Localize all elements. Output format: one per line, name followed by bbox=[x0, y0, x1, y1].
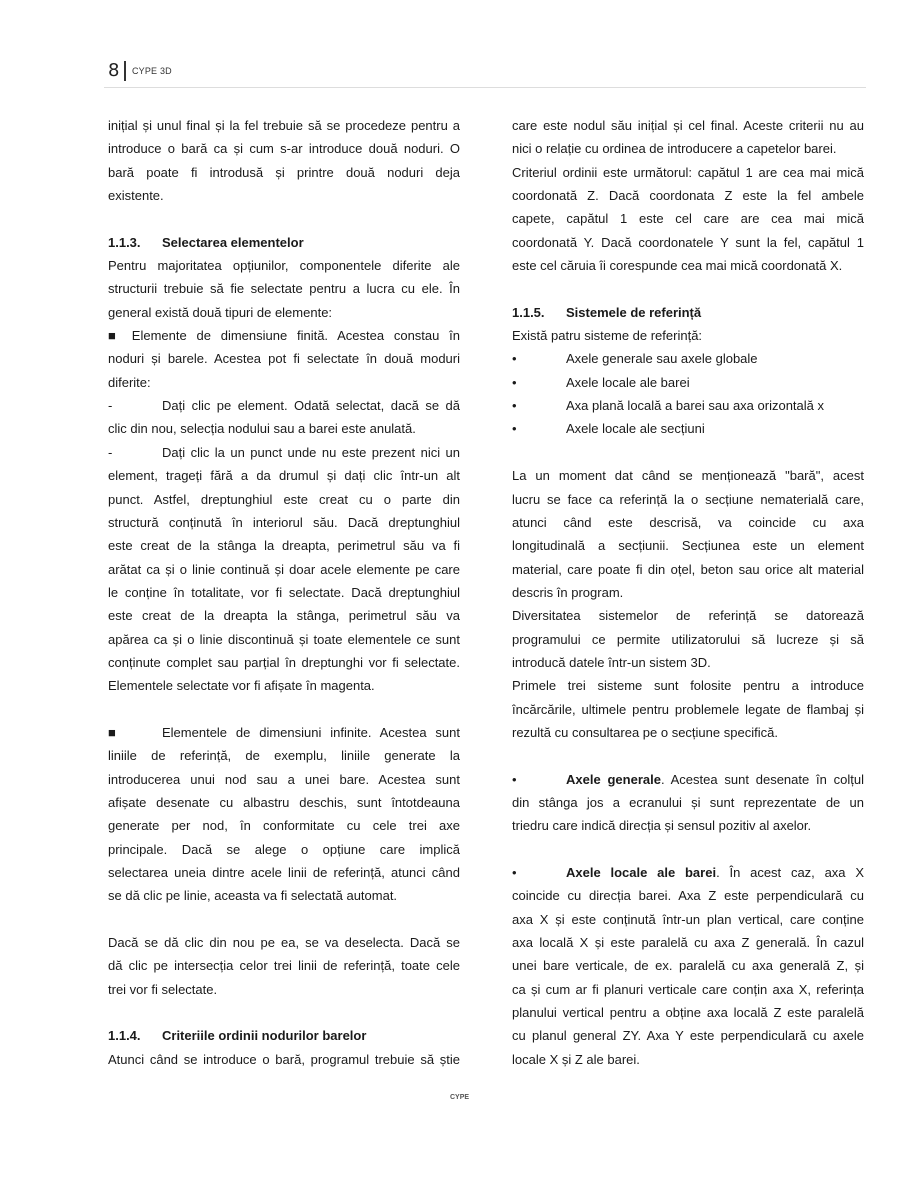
text-line: din stânga jos a ecranului și sunt reprezentate de un bbox=[512, 794, 864, 810]
text-line: locale X și Z ale barei. bbox=[512, 1051, 640, 1067]
list-item-rest: . În acest caz, axa X bbox=[716, 865, 864, 880]
dash-marker: - bbox=[108, 444, 113, 460]
text-line: programului ce permite utilizatorului să lucreze și să bbox=[512, 631, 864, 647]
text-line: Diversitatea sistemelor de referință se datorează bbox=[512, 608, 864, 624]
text-line: introducerea unui nod sau a unei bare. Acestea sunt bbox=[108, 771, 460, 787]
list-item-text: Axa plană locală a barei sau axa orizontală x bbox=[566, 398, 824, 414]
list-item-bold-lead: Axele locale ale barei bbox=[566, 865, 717, 880]
blank-line bbox=[512, 441, 864, 464]
text-line: axa locală X și este paralelă cu axa Z generală. În cazul bbox=[512, 935, 864, 951]
text-line: este creat de la stânga la dreapta, perimetrul său va fi bbox=[108, 538, 460, 554]
text-line: punct. Astfel, dreptunghiul este creat cu o parte din bbox=[108, 491, 460, 507]
list-item-rest: . Acestea sunt desenate în colțul bbox=[660, 771, 864, 787]
text-line: dă clic pe intersecția celor trei linii de referință, toate cele bbox=[108, 958, 460, 974]
text-line: structură conținută în interiorul său. Dacă dreptunghiul bbox=[108, 514, 460, 530]
section-title: Sistemele de referință bbox=[566, 304, 702, 320]
list-item-text: Axele locale ale barei bbox=[566, 374, 690, 390]
document-title: CYPE 3D bbox=[131, 65, 172, 76]
text-line: ■ Elemente de dimensiune finită. Acestea constau în bbox=[108, 328, 460, 344]
text-line: introducă datele într-un sistem 3D. bbox=[512, 654, 711, 670]
page-number: 8 bbox=[108, 60, 120, 81]
blank-line bbox=[108, 908, 460, 931]
blank-line bbox=[512, 277, 864, 300]
text-line: coordonată Y. Dacă coordonatele Y sunt la fel, capătul 1 bbox=[512, 234, 864, 250]
bullet-icon: • bbox=[512, 398, 517, 414]
text-line: nici o relație cu ordinea de introducere a capetelor barei. bbox=[512, 141, 837, 157]
text-line: care este nodul său inițial și cel final. Aceste criterii nu au bbox=[512, 118, 864, 133]
text-line: Atunci când se introduce o bară, programul trebuie să știe bbox=[108, 1051, 460, 1067]
text-line: afișate desenate cu albastru deschis, sunt întotdeauna bbox=[108, 794, 460, 810]
blank-line bbox=[108, 698, 460, 721]
bullet-icon: • bbox=[512, 351, 517, 367]
section-heading bbox=[108, 231, 460, 254]
list-item-text: Axele generale sau axele globale bbox=[566, 351, 758, 367]
text-line: se dă clic pe linie, aceasta va fi selectată automat. bbox=[108, 888, 398, 904]
text-line: noduri și barele. Acestea pot fi selectate în două moduri bbox=[108, 351, 460, 367]
section-title: Criteriile ordinii nodurilor barelor bbox=[162, 1028, 367, 1044]
bullet-icon: • bbox=[512, 865, 517, 880]
bullet-icon: • bbox=[512, 771, 517, 787]
text-line: apărea ca și o linie discontinuă și toate elementele ce sunt bbox=[108, 631, 460, 647]
blank-line bbox=[108, 1001, 460, 1024]
list-item-text: Dați clic la un punct unde nu este prezent nici un bbox=[162, 444, 460, 460]
text-line: Pentru majoritatea opțiunilor, componentele diferite ale bbox=[108, 258, 460, 274]
header-divider bbox=[124, 61, 126, 81]
list-item-bold-lead: Axele generale bbox=[566, 771, 661, 787]
section-heading bbox=[108, 1024, 460, 1047]
text-line: planului vertical pentru a obține axa locală Z este paralelă bbox=[512, 1005, 864, 1021]
text-line: generate per nod, în conformitate cu cele trei axe bbox=[108, 818, 460, 834]
text-line: element, trageți fără a da drumul și dați clic într-un alt bbox=[108, 468, 460, 484]
text-line: este cel căruia îi corespunde cea mai mică coordonată X. bbox=[512, 258, 843, 274]
text-line: La un moment dat când se menționează "bară", acest bbox=[512, 468, 864, 484]
text-line: atunci când este descrisă, va coincide cu axa bbox=[512, 514, 864, 530]
text-line: coincide cu direcția barei. Axa Z este perpendiculară cu bbox=[512, 888, 864, 904]
list-item bbox=[512, 768, 864, 791]
dash-marker: - bbox=[108, 398, 113, 414]
text-line: principale. Dacă se alege o opțiune care implică bbox=[108, 841, 460, 857]
text-line: Există patru sisteme de referință: bbox=[512, 328, 703, 344]
text-line: structurii trebuie să fie selectate pentru a lucra cu ele. În bbox=[108, 281, 460, 297]
list-item bbox=[512, 371, 864, 394]
text-line: ca și cum ar fi planuri verticale care conțin axa X, referința bbox=[512, 981, 864, 997]
page-header bbox=[108, 60, 172, 81]
section-number: 1.1.3. bbox=[108, 234, 141, 250]
list-item bbox=[108, 721, 460, 744]
text-line: bară poate fi introdusă și printre două noduri deja bbox=[108, 164, 460, 180]
bullet-icon: • bbox=[512, 421, 517, 437]
text-line: material, care poate fi din oțel, beton sau orice alt material bbox=[512, 561, 864, 577]
text-line: conținute complet sau parțial în dreptunghi vor fi selectate. bbox=[108, 654, 460, 670]
text-line: rezultă cu consultarea pe o secțiune specifică. bbox=[512, 724, 778, 740]
list-item bbox=[512, 347, 864, 370]
page-footer: CYPE bbox=[449, 1094, 470, 1101]
header-rule bbox=[104, 87, 866, 88]
text-line: clic din nou, selecția nodului sau a barei este anulată. bbox=[108, 421, 416, 437]
text-line: trei vor fi selectate. bbox=[108, 981, 218, 997]
list-item bbox=[512, 861, 864, 884]
text-line: capete, capătul 1 este cel care are cea mai mică bbox=[512, 211, 864, 227]
text-line: axa X și este conținută într-un plan vertical, care conține bbox=[512, 911, 864, 927]
text-line: este creat de la dreapta la stânga, perimetrul său va bbox=[108, 608, 460, 624]
list-item-text: Axele locale ale secțiuni bbox=[566, 421, 705, 437]
blank-line bbox=[512, 744, 864, 767]
text-line: introduce o bară ca și cum s-ar introduce două noduri. O bbox=[108, 141, 460, 157]
text-line: descris în program. bbox=[512, 584, 624, 600]
bullet-icon: • bbox=[512, 374, 517, 390]
text-line: lucru se face ca referință la o secțiune nematerială care, bbox=[512, 491, 864, 507]
text-line: liniile de referință, de exemplu, liniile generate la bbox=[108, 748, 460, 764]
text-line: Primele trei sisteme sunt folosite pentru a introduce bbox=[512, 678, 864, 694]
list-item-text bbox=[566, 861, 864, 884]
text-line: longitudinală a secțiunii. Secțiunea este un element bbox=[512, 538, 864, 554]
text-line: le conține în totalitate, vor fi selectate. Dacă dreptunghiul bbox=[108, 584, 460, 600]
text-line: triedru care indică direcția și sensul pozitiv al axelor. bbox=[512, 818, 812, 834]
section-number: 1.1.4. bbox=[108, 1028, 141, 1044]
square-bullet-icon: ■ bbox=[108, 724, 116, 740]
list-item-text bbox=[566, 768, 864, 791]
text-line: coordonată Z. Dacă coordonata Z este la fel ambele bbox=[512, 188, 864, 204]
list-item bbox=[512, 394, 864, 417]
text-line: Dacă se dă clic din nou pe ea, se va deselecta. Dacă se bbox=[108, 935, 460, 951]
blank-line bbox=[512, 838, 864, 861]
list-item bbox=[108, 441, 460, 464]
text-line: cu planul general ZY. Axa Y este perpendiculară cu axele bbox=[512, 1028, 864, 1044]
left-column bbox=[108, 114, 460, 1071]
list-item-text: Dați clic pe element. Odată selectat, dacă se dă bbox=[162, 398, 460, 414]
text-line: încărcările, ultimele pentru problemele legate de flambaj și bbox=[512, 701, 864, 717]
text-line: diferite: bbox=[108, 374, 151, 390]
text-line: Elementele selectate vor fi afișate în magenta. bbox=[108, 678, 375, 694]
right-column bbox=[512, 114, 864, 1071]
text-line: Criteriul ordinii este următorul: capătul 1 are cea mai mică bbox=[512, 164, 864, 180]
text-line: selectarea uneia dintre acele linii de referință, atunci când bbox=[108, 865, 460, 880]
text-line: existente. bbox=[108, 188, 164, 204]
list-item-text: Elementele de dimensiuni infinite. Acestea sunt bbox=[162, 724, 460, 740]
text-line: inițial și unul final și la fel trebuie să se procedeze pentru a bbox=[108, 118, 460, 133]
list-item bbox=[108, 394, 460, 417]
list-item bbox=[512, 417, 864, 440]
text-line: unei bare verticale, de ex. paralelă cu axa generală Z, și bbox=[512, 958, 864, 974]
section-heading bbox=[512, 301, 864, 324]
text-line: arătat ca și o linie continuă și doar acele elemente pe care bbox=[108, 561, 460, 577]
section-number: 1.1.5. bbox=[512, 304, 545, 320]
text-line: general există două tipuri de elemente: bbox=[108, 304, 333, 320]
section-title: Selectarea elementelor bbox=[162, 234, 304, 250]
blank-line bbox=[108, 207, 460, 230]
